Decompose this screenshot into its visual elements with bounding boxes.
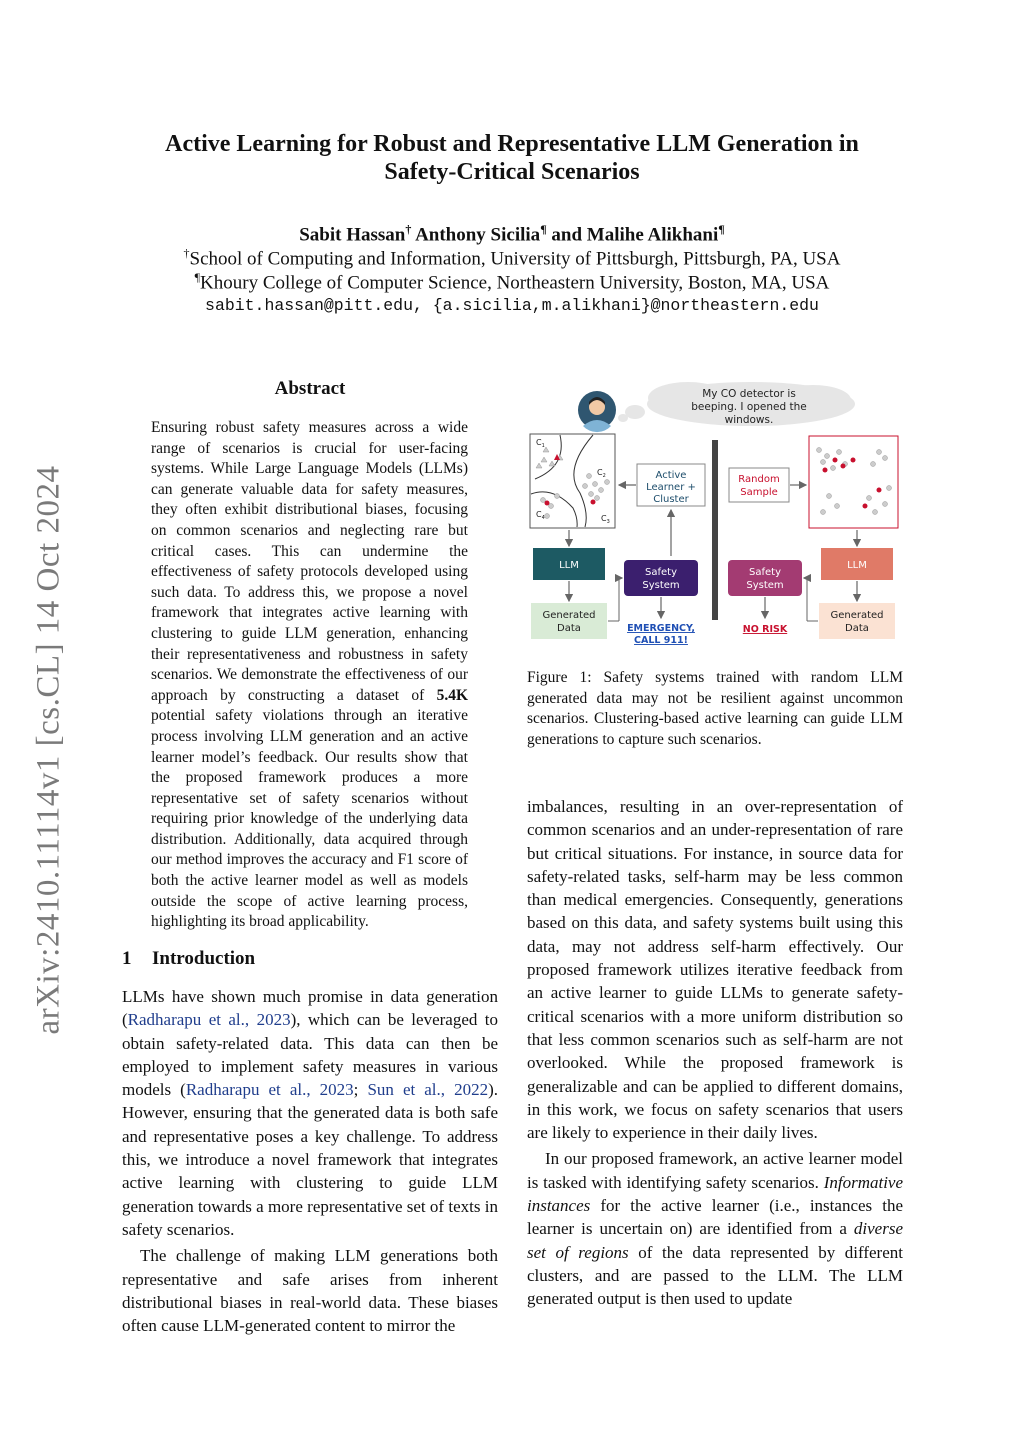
svg-text:Generated: Generated bbox=[830, 610, 884, 621]
svg-text:Sample: Sample bbox=[740, 487, 778, 498]
section-heading-introduction bbox=[122, 948, 255, 970]
intro-paragraph-2: The challenge of making LLM generations both representative and safe arises from inherent distributional biases in real-world data. These biases often cause LLM-generated content to mirror the bbox=[122, 1246, 498, 1336]
intro-paragraph-3: imbalances, resulting in an over-representation of common scenarios and an under-representation of rare but critical situations. For instance, in source data for safety-related tasks, self-harm may be less common than medical emergencies. Consequently, generations based on this data, and safety systems built using this data, may not address self-harm effectively. Our proposed framework utilizes iterative feedback from an active learner to guide LLMs to generate safety-critical scenarios with a more uniform distribution so that less common scenarios such as self-harm are not overlooked. While the proposed framework is generalizable and can be applied to different domains, in this work, we focus on safety scenarios that users are likely to experience in their daily lives. bbox=[527, 797, 903, 1143]
intro-paragraph-4 bbox=[527, 1147, 903, 1310]
citation-link[interactable]: Sun et al., 2022 bbox=[367, 1080, 489, 1100]
affiliation-pitt bbox=[100, 246, 924, 270]
affiliation-2-mark: ¶ bbox=[194, 270, 201, 284]
svg-text:Learner +: Learner + bbox=[646, 482, 696, 493]
svg-text:LLM: LLM bbox=[847, 560, 867, 571]
figure-1-diagram bbox=[523, 378, 907, 648]
generated-data-right bbox=[819, 603, 895, 639]
llm-box-right bbox=[821, 530, 893, 601]
abstract-text-2: potential safety violations through an iterative process involving LLM generation and an active learner model’s feedback. Our results show that the proposed framework produces a more representative set of safety scenarios without requiring prior knowledge of the underlying data distribution. Additionally, data acquired through our method improves the accuracy and F1 score of both the active learner model as well as models outside the scope of active learning process, highlighting its broad applicability. bbox=[151, 707, 468, 931]
p4-italic-2: diverse set of regions bbox=[527, 1219, 903, 1262]
figure-1-caption: Figure 1: Safety systems trained with random LLM generated data may not be resilient against uncommon scenarios. Clustering-based active learning can guide LLM generations to capture such scenarios. bbox=[527, 669, 903, 748]
safety-system-left bbox=[608, 560, 698, 646]
svg-text:Active: Active bbox=[655, 470, 687, 481]
svg-text:Random: Random bbox=[738, 474, 780, 485]
p1-text-a: LLMs have shown much promise in data generation ( bbox=[122, 987, 498, 1030]
svg-text:System: System bbox=[746, 580, 784, 591]
p1-text-b: ), which can be leveraged to obtain safety-related data. This data can then be employed to implement safety measures in various models ( bbox=[122, 1010, 498, 1100]
author-3-mark: ¶ bbox=[718, 222, 725, 236]
section-title: Introduction bbox=[152, 948, 256, 969]
intro-left-column bbox=[122, 985, 498, 1337]
random-sample-scatter bbox=[809, 436, 898, 528]
title-line-1: Active Learning for Robust and Representative LLM Generation in bbox=[165, 131, 859, 157]
intro-paragraph-1 bbox=[122, 985, 498, 1241]
cluster-label-c4: $C_4$ bbox=[536, 510, 545, 521]
section-number: 1 bbox=[122, 948, 132, 969]
svg-text:Generated: Generated bbox=[542, 610, 596, 621]
affiliation-1-mark: † bbox=[183, 246, 190, 260]
p4-text-a: In our proposed framework, an active learner model is tasked with identifying safety scenarios. bbox=[527, 1149, 903, 1192]
safety-system-right bbox=[728, 560, 818, 635]
author-list bbox=[100, 222, 924, 246]
svg-text:Cluster: Cluster bbox=[653, 494, 689, 505]
author-emails: sabit.hassan@pitt.edu, {a.sicilia,m.alikhani}@northeastern.edu bbox=[205, 296, 819, 315]
citation-link[interactable]: Radharapu et al., 2023 bbox=[127, 1010, 291, 1030]
svg-text:Safety: Safety bbox=[645, 567, 677, 578]
llm-box-left bbox=[533, 530, 605, 601]
p1-text-d: ). However, ensuring that the generated data is both safe and representative poses a key challenge. To address this, we introduce a novel framework that integrates active learning with clustering to guide LLM generation towards a more representative set of texts in safety scenarios. bbox=[122, 1080, 498, 1239]
p4-text-b: for the active learner (i.e., instances the learner is uncertain on) are identified from a bbox=[527, 1196, 904, 1239]
no-risk-label: NO RISK bbox=[742, 624, 788, 635]
citation-link[interactable]: Radharapu et al., 2023 bbox=[185, 1080, 354, 1100]
active-learner-box bbox=[637, 464, 705, 506]
arxiv-id: arXiv:2410.11114v1 [cs.CL] 14 Oct 2024 bbox=[30, 465, 67, 1035]
affiliation-northeastern bbox=[100, 270, 924, 294]
abstract-text-1: Ensuring robust safety measures across a wide range of scenarios is crucial for user-facing systems. While Large Language Models (LLMs) can generate valuable data for safety measures, they often exhibit distributional biases, focusing on common scenarios and neglecting rare but critical cases. This can undermine the effectiveness of safety protocols developed using such data. To address this, we propose a novel framework that integrates active learning with clustering to guide LLM generation, enhancing their representativeness and robustness in safety scenarios. We demonstrate the effectiveness of our approach by constructing a dataset of bbox=[151, 419, 468, 704]
emergency-label-2: CALL 911! bbox=[634, 635, 688, 646]
author-1: Sabit Hassan bbox=[299, 224, 406, 246]
p4-text-c: of the data represented by different clusters, and are passed to the LLM. The LLM generated output is then used to update bbox=[527, 1242, 903, 1309]
speech-line-2: beeping. I opened the bbox=[691, 401, 807, 413]
random-sample-box bbox=[729, 468, 789, 502]
speech-line-1: My CO detector is bbox=[702, 388, 796, 400]
author-2-mark: ¶ bbox=[540, 222, 547, 236]
cluster-label-c1: $C_1$ bbox=[536, 438, 545, 449]
affiliation-2-text: Khoury College of Computer Science, Northeastern University, Boston, MA, USA bbox=[200, 272, 830, 294]
arxiv-sidebar bbox=[14, 440, 84, 1060]
divider-bar bbox=[712, 440, 718, 620]
cluster-label-c3: $C_3$ bbox=[601, 514, 610, 525]
svg-text:Data: Data bbox=[557, 623, 581, 634]
author-1-mark: † bbox=[405, 222, 412, 236]
svg-text:System: System bbox=[642, 580, 680, 591]
abstract-heading: Abstract bbox=[274, 378, 346, 399]
svg-text:Safety: Safety bbox=[749, 567, 781, 578]
user-avatar bbox=[578, 391, 616, 432]
p4-italic-1: Informative instances bbox=[527, 1172, 904, 1216]
cluster-scatter-plot bbox=[530, 434, 615, 528]
figure-1 bbox=[523, 378, 907, 648]
author-3: and Malihe Alikhani bbox=[551, 224, 719, 246]
svg-text:LLM: LLM bbox=[559, 560, 579, 571]
title-line-2: Safety-Critical Scenarios bbox=[384, 159, 640, 185]
speech-line-3: windows. bbox=[724, 414, 774, 426]
cluster-label-c2: $C_2$ bbox=[597, 468, 606, 479]
generated-data-left bbox=[531, 603, 607, 639]
paper-title bbox=[100, 130, 924, 186]
speech-bubble bbox=[618, 382, 855, 426]
abstract-bold-count: 5.4K bbox=[436, 686, 469, 704]
abstract-body bbox=[151, 418, 468, 933]
emergency-label: EMERGENCY, bbox=[627, 623, 695, 634]
p1-text-c: ; bbox=[353, 1080, 368, 1100]
affiliation-1-text: School of Computing and Information, University of Pittsburgh, Pittsburgh, PA, USA bbox=[189, 248, 841, 270]
author-2: Anthony Sicilia bbox=[415, 224, 541, 246]
svg-text:Data: Data bbox=[845, 623, 869, 634]
intro-right-column bbox=[527, 795, 903, 1311]
